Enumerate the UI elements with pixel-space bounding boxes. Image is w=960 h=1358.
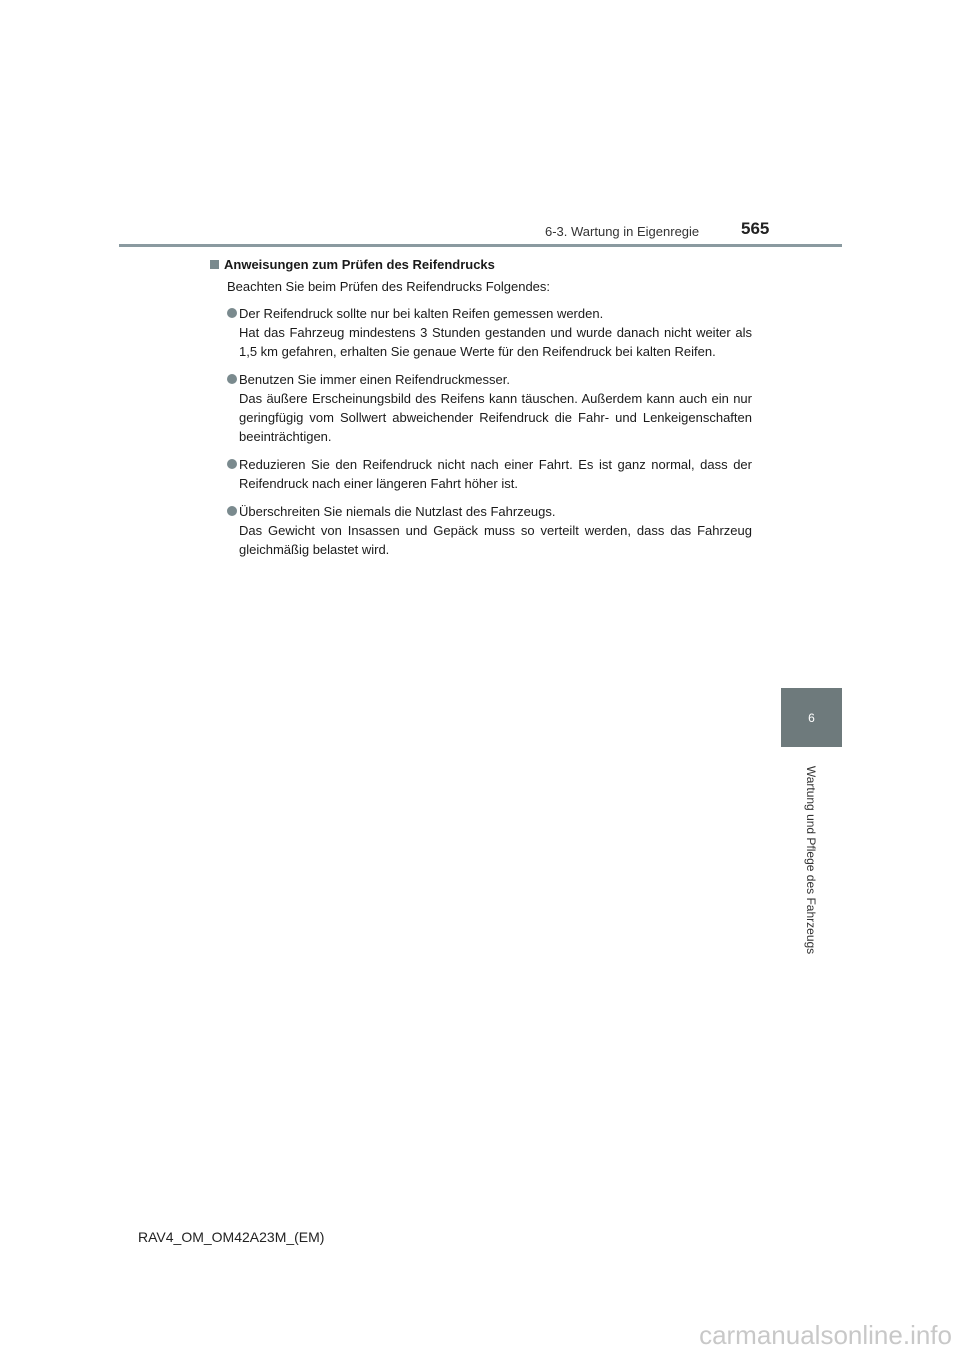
bullet-line: Hat das Fahrzeug mindestens 3 Stunden gestanden und wurde danach nicht weiter als 1,5 km gefahren, erhalten Sie genaue Werte für den Reifendruck bei kalten Reifen. xyxy=(239,325,752,359)
header-divider xyxy=(119,244,842,247)
watermark: carmanualsonline.info xyxy=(699,1320,952,1350)
bullet-line: Das äußere Erscheinungsbild des Reifens kann täuschen. Außerdem kann auch ein nur geringfügig vom Sollwert abweichender Reifendruck die Fahr- und Lenkeigenschaften beeinträchtigen. xyxy=(239,391,752,444)
bullet-line: Benutzen Sie immer einen Reifendruckmesser. xyxy=(239,372,510,387)
circle-bullet-icon xyxy=(227,308,237,318)
bullet-line: Reduzieren Sie den Reifendruck nicht nach einer Fahrt. Es ist ganz normal, dass der Reifendruck nach einer längeren Fahrt höher ist. xyxy=(239,457,752,491)
circle-bullet-icon xyxy=(227,459,237,469)
list-item xyxy=(227,502,752,559)
bullet-line: Der Reifendruck sollte nur bei kalten Reifen gemessen werden. xyxy=(239,306,604,321)
square-bullet-icon xyxy=(210,260,219,269)
list-item xyxy=(227,455,752,493)
circle-bullet-icon xyxy=(227,506,237,516)
bullet-list xyxy=(210,304,752,559)
main-content xyxy=(210,255,752,568)
list-item xyxy=(227,304,752,361)
chapter-number: 6 xyxy=(808,710,815,725)
section-title xyxy=(210,255,752,274)
footer-code: RAV4_OM_OM42A23M_(EM) xyxy=(138,1229,325,1245)
page-number: 565 xyxy=(741,219,770,238)
intro-text: Beachten Sie beim Prüfen des Reifendrucks Folgendes: xyxy=(227,279,551,294)
bullet-line: Das Gewicht von Insassen und Gepäck muss so verteilt werden, dass das Fahrzeug gleichmäßig belastet wird. xyxy=(239,523,752,557)
list-item xyxy=(227,370,752,446)
circle-bullet-icon xyxy=(227,374,237,384)
section-heading: 6-3. Wartung in Eigenregie xyxy=(545,224,700,239)
chapter-tab xyxy=(781,688,842,747)
bullet-line: Überschreiten Sie niemals die Nutzlast des Fahrzeugs. xyxy=(239,504,556,519)
section-title-text: Anweisungen zum Prüfen des Reifendrucks xyxy=(224,257,495,272)
chapter-label: Wartung und Pflege des Fahrzeugs xyxy=(804,765,818,955)
